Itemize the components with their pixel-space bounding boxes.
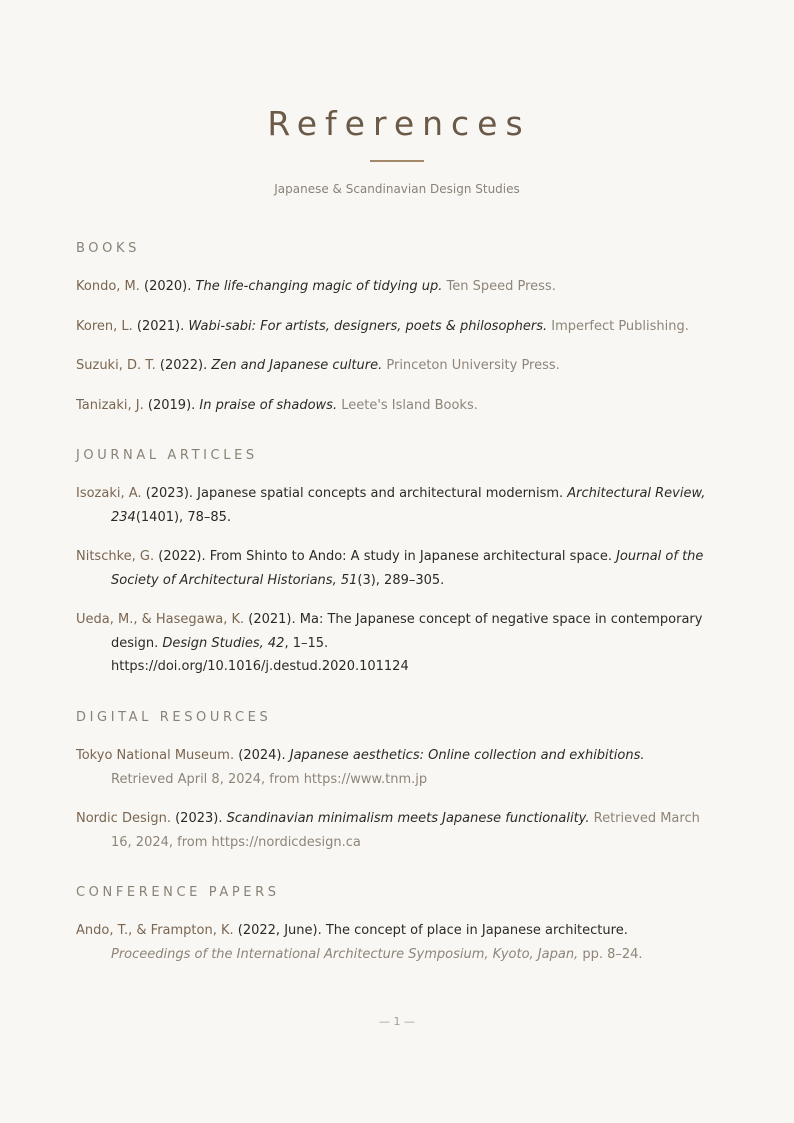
entry-pages: pp. 8–24. [578, 946, 643, 962]
entry-details: (1401), 78–85. [135, 509, 232, 525]
entry-author: Isozaki, A. [76, 486, 142, 501]
entry-publisher: Ten Speed Press. [442, 279, 556, 294]
entry-journal: Architectural Review, 234 [111, 486, 706, 525]
entry-author: Koren, L. [76, 319, 133, 334]
entry-year: (2023). [170, 811, 227, 826]
entry-author: Ando, T., & Frampton, K. [76, 923, 234, 938]
entry-year: (2024). [234, 748, 290, 763]
entry-title: Japanese aesthetics: Online collection and exhibitions. [289, 748, 645, 763]
entry-details: (3), 289–305. [357, 572, 445, 588]
entry-publisher: Princeton University Press. [382, 358, 560, 373]
entry-author: Nordic Design. [76, 811, 171, 826]
entry-retrieved: Retrieved March 16, 2024, from https://nordicdesign.ca [111, 811, 700, 850]
page-number: — 1 — [379, 1015, 415, 1028]
reference-entry [76, 315, 716, 339]
entry-title: Scandinavian minimalism meets Japanese functionality. [226, 811, 590, 826]
entry-text: (2023). Japanese spatial concepts and architectural modernism. [141, 486, 568, 501]
entry-author: Kondo, M. [76, 279, 140, 294]
reference-entry [76, 545, 716, 592]
reference-entry [76, 608, 716, 679]
entry-year: (2020). [139, 279, 196, 294]
entry-publisher: Leete's Island Books. [337, 398, 478, 413]
title-divider [370, 160, 424, 162]
entry-publisher: Imperfect Publishing. [547, 319, 689, 334]
entry-proceedings: Proceedings of the International Architecture Symposium, Kyoto, Japan, [111, 946, 579, 962]
reference-entry [76, 919, 716, 966]
entry-title: In praise of shadows. [199, 398, 338, 413]
entry-author: Tanizaki, J. [76, 398, 144, 413]
entry-text: (2022). From Shinto to Ando: A study in Japanese architectural space. [154, 549, 617, 564]
entry-text: (2022, June). The concept of place in Japanese architecture. [233, 923, 628, 938]
entry-year: (2019). [143, 398, 200, 413]
entry-journal: Design Studies, 42 [162, 635, 285, 651]
section-heading-books: BOOKS [76, 241, 140, 256]
entry-details: , 1–15. [284, 635, 329, 651]
section-conference-papers [76, 884, 716, 962]
reference-entry [76, 807, 716, 854]
entry-journal: Journal of the Society of Architectural Historians, 51 [111, 549, 704, 588]
section-digital-resources [76, 709, 716, 850]
entry-text: (2021). Ma: The Japanese concept of negative space in contemporary design. [111, 612, 703, 651]
reference-entry [76, 744, 716, 791]
entry-title: The life-changing magic of tidying up. [195, 279, 443, 294]
section-journal-articles [76, 447, 716, 675]
entry-author: Nitschke, G. [76, 549, 155, 564]
entry-year: (2022). [155, 358, 212, 373]
page-title: References [267, 104, 531, 143]
page-subtitle: Japanese & Scandinavian Design Studies [274, 182, 520, 196]
section-books [76, 240, 716, 413]
reference-entry [76, 394, 716, 418]
entry-retrieved: Retrieved April 8, 2024, from https://www.tnm.jp [111, 771, 428, 787]
entry-author: Suzuki, D. T. [76, 358, 156, 373]
section-heading-conference: CONFERENCE PAPERS [76, 885, 280, 900]
entry-doi: https://doi.org/10.1016/j.destud.2020.101124 [111, 659, 409, 675]
reference-entry [76, 275, 716, 299]
reference-entry [76, 354, 716, 378]
section-heading-digital: DIGITAL RESOURCES [76, 710, 272, 725]
entry-author: Tokyo National Museum. [76, 748, 235, 763]
entry-title: Wabi-sabi: For artists, designers, poets & philosophers. [188, 319, 548, 334]
section-heading-journals: JOURNAL ARTICLES [76, 448, 258, 463]
reference-entry [76, 482, 716, 529]
entry-author: Ueda, M., & Hasegawa, K. [76, 612, 245, 627]
entry-title: Zen and Japanese culture. [211, 358, 383, 373]
entry-year: (2021). [132, 319, 189, 334]
